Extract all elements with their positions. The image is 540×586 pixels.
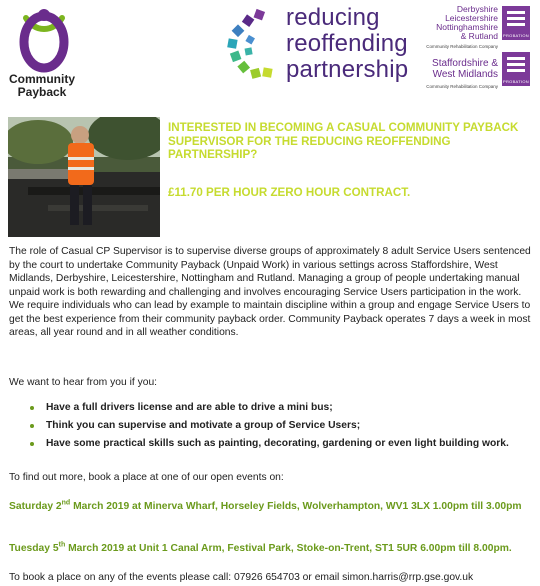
requirements-list: [30, 401, 509, 455]
crc-derbyshire-text: [412, 5, 498, 51]
crc2-subtitle: Community Rehabilitation Company: [426, 84, 498, 89]
event-saturday: [9, 500, 531, 514]
event-day: Tuesday 5: [9, 543, 59, 554]
bullet-icon: [30, 442, 34, 446]
crc1-line: & Rutland: [460, 31, 498, 41]
crc1-line: Leicestershire: [445, 13, 498, 23]
crc1-line: Derbyshire: [456, 4, 498, 14]
probation-badge-2: [502, 52, 530, 86]
intro-paragraph: The role of Casual CP Supervisor is to supervise diverse groups of approximately 8 adult Service Users sentenced by the court to undertake Community Payback (Unpaid Work) in various settings across Staffordshire, West Midlands, Derbyshire, Leicestershire, Nottingham and Rutland. Managing a group of people undertaking manual unpaid work is both rewarding and challenging and involves encouraging Service Users participation in the work. We require individuals who can lead by example to maintain discipline within a group and engage Service Users to get the best experience from their community payback order. Community Payback operates 7 days a week in most areas, all year round and in all weather conditions.: [9, 246, 531, 338]
headline: INTERESTED IN BECOMING A CASUAL COMMUNITY PAYBACK SUPERVISOR FOR THE REDUCING REOFFENDING PARTNERSHIP?: [168, 121, 519, 161]
event-day-suffix: th: [58, 541, 66, 549]
booking-contact: To book a place on any of the events please call: 07926 654703 or email simon.harris@rrp.gse.gov.uk: [9, 572, 474, 583]
rrp-swirl-icon: [225, 8, 283, 82]
event-details: March 2019 at Unit 1 Canal Arm, Festival Park, Stoke-on-Trent, ST1 5UR 6.00pm till 8.00pm.: [65, 543, 512, 554]
crc2-line: Staffordshire &: [432, 58, 498, 69]
logo-line-2: Payback: [17, 85, 67, 99]
list-item: [30, 401, 509, 419]
event-details: March 2019 at Minerva Wharf, Horseley Fields, Wolverhampton, WV1 3LX 1.00pm till 3.00pm: [70, 501, 522, 512]
crc2-line: West Midlands: [432, 69, 498, 80]
probation-badge-1: [502, 6, 530, 40]
community-payback-wordmark: [0, 73, 84, 99]
crc1-subtitle: Community Rehabilitation Company: [426, 44, 498, 49]
supervisor-photo: [8, 117, 160, 237]
pay-rate: £11.70 PER HOUR ZERO HOUR CONTRACT.: [168, 186, 411, 199]
find-out-more: To find out more, book a place at one of our open events on:: [9, 472, 284, 483]
rrp-word-partnership: partnership: [286, 56, 409, 83]
bullet-text: Have some practical skills such as painting, decorating, gardening or even light building work.: [46, 438, 509, 449]
event-day: Saturday 2: [9, 501, 62, 512]
bullet-text: Have a full drivers license and are able to drive a mini bus;: [46, 402, 333, 413]
rrp-word-reducing: reducing: [286, 4, 380, 31]
probation-label: PROBATION: [503, 33, 529, 38]
probation-label: PROBATION: [503, 79, 529, 84]
bullet-icon: [30, 424, 34, 428]
event-tuesday: [9, 542, 531, 556]
crc-staffs-text: [412, 58, 498, 92]
crc1-line: Nottinghamshire: [436, 22, 498, 32]
bullet-text: Think you can supervise and motivate a group of Service Users;: [46, 420, 361, 431]
list-item: [30, 419, 509, 437]
event-day-suffix: nd: [61, 499, 71, 507]
rrp-word-reoffending: reoffending: [286, 30, 408, 57]
logo-line-1: Community: [9, 72, 75, 86]
bullet-icon: [30, 406, 34, 410]
want-intro: We want to hear from you if you:: [9, 377, 158, 388]
list-item: [30, 437, 509, 455]
